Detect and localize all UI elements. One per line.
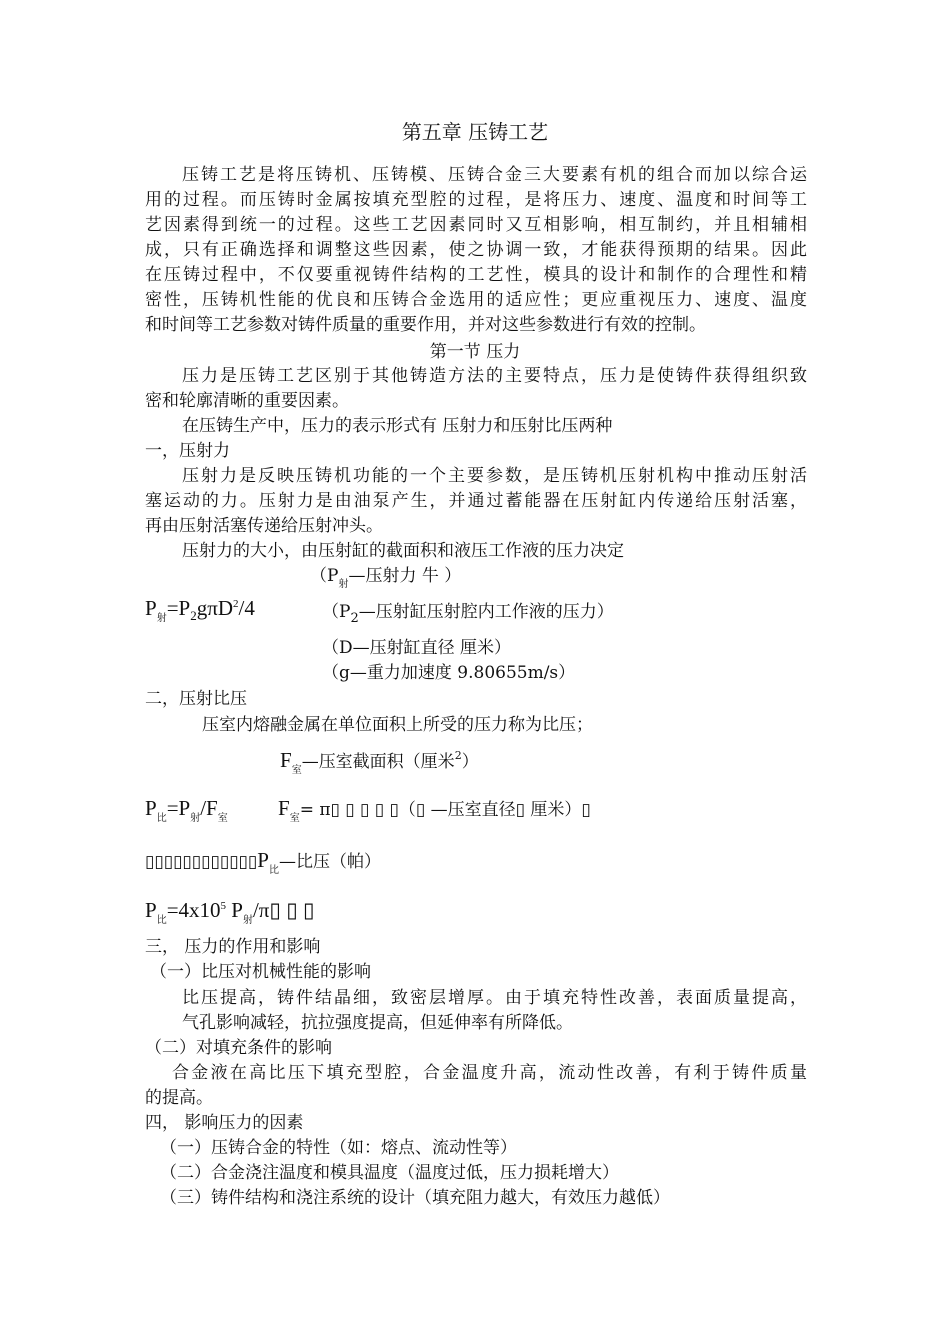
- paragraph-line: 比压提高，铸件结晶细，致密层增厚。由于填充特性改善，表面质量提高，: [182, 988, 807, 1008]
- paragraph-line: 压射力的大小，由压射缸的截面积和液压工作液的压力决定: [182, 541, 624, 561]
- paragraph-line: 在压铸生产中，压力的表示形式有 压射力和压射比压两种: [182, 416, 613, 436]
- paragraph-line: 压室内熔融金属在单位面积上所受的压力称为比压；: [202, 715, 593, 735]
- formula-note: （D—压射缸直径 厘米）: [322, 638, 512, 658]
- formula-4: $P_比=4x10^5$ $P_射/\pi▯$ ▯ ▯: [145, 898, 315, 926]
- intro-line: 用的过程。而压铸时金属按填充型腔的过程，是将压力、速度、温度和时间等工: [145, 190, 807, 210]
- subheading: （一）比压对机械性能的影响: [150, 962, 371, 982]
- formula-note: （$P_射—$压射力 牛 ）: [310, 566, 462, 590]
- intro-line: 成，只有正确选择和调整这些因素，使之协调一致，才能获得预期的结果。因此: [145, 240, 807, 260]
- paragraph-line: 气孔影响减轻，抗拉强度提高，但延伸率有所降低。: [182, 1013, 573, 1033]
- paragraph-line: 的提高。: [145, 1088, 213, 1108]
- heading-three: 三， 压力的作用和影响: [145, 937, 321, 957]
- intro-line: 艺因素得到统一的过程。这些工艺因素同时又互相影响，相互制约，并且相辅相: [145, 215, 807, 235]
- subheading: （二）对填充条件的影响: [145, 1038, 332, 1058]
- formula-note: （g—重力加速度 9.80655m/s）: [322, 663, 576, 683]
- list-item: （一）压铸合金的特性（如：熔点、流动性等）: [160, 1138, 517, 1158]
- formula-note: （$P_2—$压射缸压射腔内工作液的压力）: [322, 602, 614, 626]
- page-title: 第五章 压铸工艺: [401, 120, 549, 144]
- section-title: 第一节 压力: [429, 342, 521, 362]
- formula-1: $P_射=P_2g\pi D^2/4$: [145, 596, 255, 624]
- list-item: （三）铸件结构和浇注系统的设计（填充阻力越大，有效压力越低）: [160, 1188, 670, 1208]
- paragraph-line: 压射力是反映压铸机功能的一个主要参数，是压铸机压射机构中推动压射活: [182, 466, 807, 486]
- paragraph-line: 压力是压铸工艺区别于其他铸造方法的主要特点，压力是使铸件获得组织致: [182, 366, 807, 386]
- intro-line: 和时间等工艺参数对铸件质量的重要作用，并对这些参数进行有效的控制。: [145, 315, 706, 335]
- intro-line: 在压铸过程中，不仅要重视铸件结构的工艺性，模具的设计和制作的合理性和精: [145, 265, 807, 285]
- formula-2b: $F_室=$ π▯ ▯ ▯ ▯ ▯（▯ —压室直径▯ 厘米）▯: [278, 796, 591, 824]
- paragraph-line: 再由压射活塞传递给压射冲头。: [145, 516, 383, 536]
- paragraph-line: 合金液在高比压下填充型腔，合金温度升高，流动性改善，有利于铸件质量: [172, 1063, 807, 1083]
- formula-3: $▯▯▯▯▯▯▯▯▯▯▯▯P_比—$比压（帕）: [145, 848, 381, 876]
- heading-four: 四， 影响压力的因素: [145, 1113, 304, 1133]
- heading-one: 一，压射力: [145, 441, 230, 461]
- formula-2: $P_比=P_射/F_室$: [145, 796, 228, 824]
- formula-note: $F_室—$压室截面积（厘米$^2$）: [280, 748, 479, 776]
- paragraph-line: 塞运动的力。压射力是由油泵产生，并通过蓄能器在压射缸内传递给压射活塞，: [145, 491, 807, 511]
- list-item: （二）合金浇注温度和模具温度（温度过低，压力损耗增大）: [160, 1163, 619, 1183]
- intro-line: 密性，压铸机性能的优良和压铸合金选用的适应性；更应重视压力、速度、温度: [145, 290, 807, 310]
- heading-two: 二，压射比压: [145, 689, 247, 709]
- paragraph-line: 密和轮廓清晰的重要因素。: [145, 391, 349, 411]
- intro-line: 压铸工艺是将压铸机、压铸模、压铸合金三大要素有机的组合而加以综合运: [182, 165, 807, 185]
